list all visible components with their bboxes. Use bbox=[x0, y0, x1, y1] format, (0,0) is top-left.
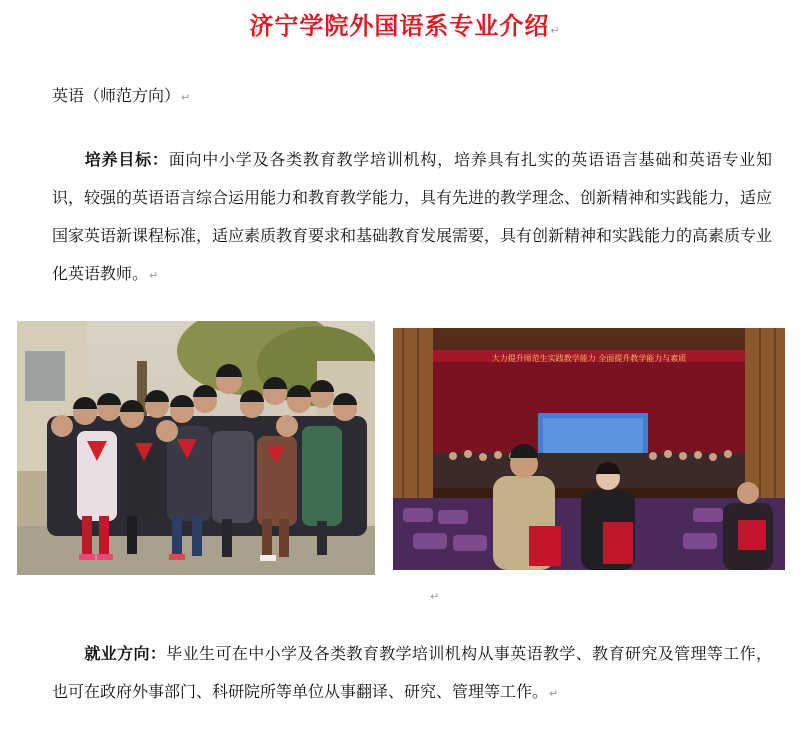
paragraph-mark: ↵ bbox=[149, 269, 159, 282]
objective-text: 面向中小学及各类教育教学培训机构，培养具有扎实的英语语言基础和英语专业知识，较强的英语语言综合运用能力和教育教学能力，具有先进的教学理念、创新精神和实践能力，适应国家英语新课程标准，适应素质教育要求和基础教育发展需要，具有创新精神和实践能力的高素质专业化英语教师。 bbox=[52, 150, 773, 283]
image-paragraph-mark bbox=[429, 585, 439, 604]
paragraph-mark: ↵ bbox=[181, 91, 191, 104]
objective-label: 培养目标： bbox=[84, 150, 169, 169]
paragraph-mark: ↵ bbox=[430, 590, 440, 603]
paragraph-mark: ↵ bbox=[549, 687, 559, 700]
paragraph-mark: ↵ bbox=[550, 24, 561, 37]
award-ceremony-photo-image bbox=[393, 328, 785, 570]
employment-label: 就业方向： bbox=[84, 644, 167, 663]
employment-text: 毕业生可在中小学及各类教育教学培训机构从事英语教学、教育研究及管理等工作，也可在政府外事部门、科研院所等单位从事翻译、研究、管理等工作。 bbox=[52, 644, 772, 701]
ceremony-photo-drawing bbox=[393, 328, 785, 570]
group-photo-students-image bbox=[17, 321, 375, 575]
page-title-text: 济宁学院外国语系专业介绍 bbox=[249, 12, 550, 40]
program-heading bbox=[52, 82, 190, 112]
objective-paragraph bbox=[52, 141, 772, 295]
employment-paragraph bbox=[52, 635, 772, 713]
program-heading-text: 英语（师范方向） bbox=[52, 86, 181, 105]
stage-banner-text: 大力提升师范生实践教学能力 全面提升教学能力与素质 bbox=[491, 354, 687, 363]
group-photo-drawing bbox=[17, 321, 375, 575]
page-title bbox=[0, 8, 810, 49]
